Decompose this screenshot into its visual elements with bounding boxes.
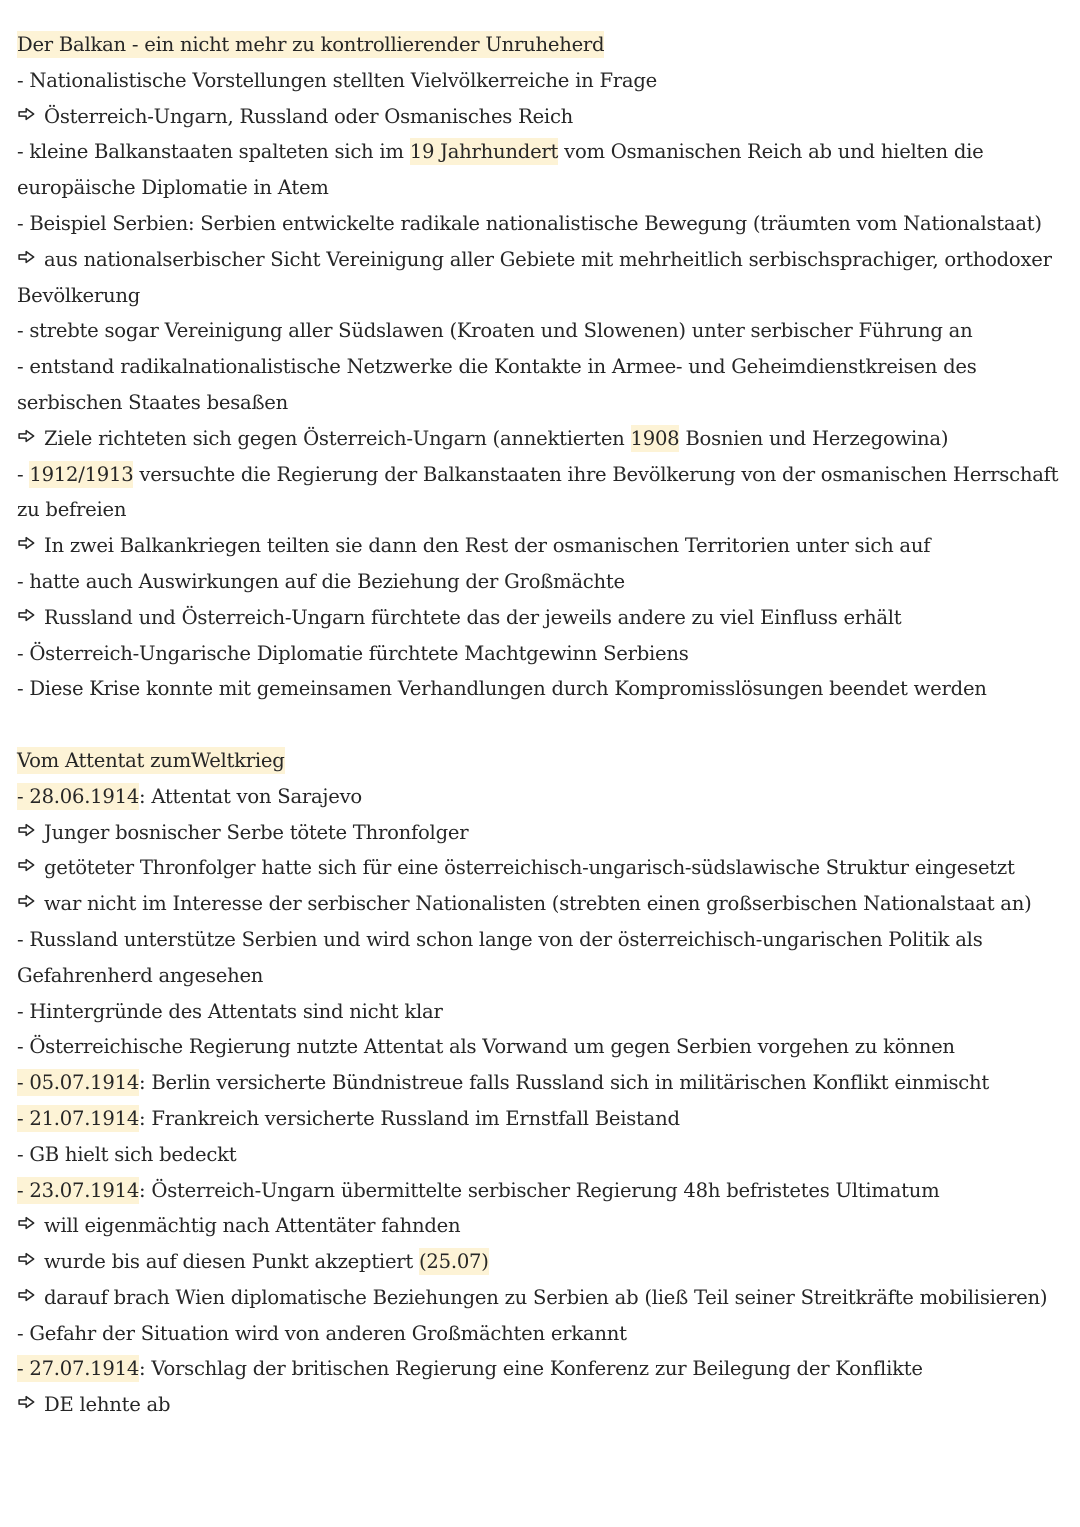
text-line: - GB hielt sich bedeckt <box>17 1142 237 1166</box>
text-line: - hatte auch Auswirkungen auf die Beziehung der Großmächte <box>17 569 625 593</box>
arrow-line <box>17 600 1075 636</box>
arrow-right-icon <box>17 535 44 555</box>
text-segment: : Attentat von Sarajevo <box>139 784 362 808</box>
arrow-line <box>17 1387 1075 1423</box>
arrow-line <box>17 1244 1075 1280</box>
text-line: - Beispiel Serbien: Serbien entwickelte radikale nationalistische Bewegung (träumten vom Nationalstaat) <box>17 211 1042 235</box>
text-line <box>17 1173 1075 1209</box>
text-line: - Hintergründe des Attentats sind nicht klar <box>17 999 443 1023</box>
arrow-line-text: DE lehnte ab <box>44 1393 171 1417</box>
text-line: - Gefahr der Situation wird von anderen Großmächten erkannt <box>17 1321 627 1345</box>
text-line: europäische Diplomatie in Atem <box>17 176 329 200</box>
text-segment: : Frankreich versicherte Russland im Ernstfall Beistand <box>139 1106 680 1130</box>
arrow-right-icon <box>17 249 44 269</box>
text-line <box>17 1065 1075 1101</box>
arrow-line <box>17 1280 1075 1316</box>
arrow-right-icon <box>17 822 44 842</box>
highlighted-date: (25.07) <box>419 1250 489 1274</box>
arrow-line <box>17 1208 1075 1244</box>
text-line: serbischen Staates besaßen <box>17 390 289 414</box>
arrow-line <box>17 528 1075 564</box>
text-segment: : Vorschlag der britischen Regierung eine Konferenz zur Beilegung der Konflikte <box>139 1357 923 1381</box>
arrow-line-text: aus nationalserbischer Sicht Vereinigung aller Gebiete mit mehrheitlich serbischsprachiger, orthodoxer <box>44 247 1052 271</box>
heading-text: Der Balkan - ein nicht mehr zu kontrollierender Unruheherd <box>17 33 605 56</box>
arrow-line-text: darauf brach Wien diplomatische Beziehungen zu Serbien ab (ließ Teil seiner Streitkräfte mobilisieren) <box>44 1285 1048 1309</box>
arrow-line <box>17 850 1075 886</box>
highlighted-date: - 23.07.1914 <box>17 1178 140 1202</box>
text-segment: Bosnien und Herzegowina) <box>679 426 949 450</box>
arrow-line-text: getöteter Thronfolger hatte sich für eine österreichisch-ungarisch-südslawische Struktur eingesetzt <box>44 856 1015 880</box>
highlighted-date: 1908 <box>630 426 680 450</box>
text-segment: vom Osmanischen Reich ab und hielten die <box>558 140 984 164</box>
text-segment: wurde bis auf diesen Punkt akzeptiert <box>44 1250 420 1274</box>
arrow-line-text: In zwei Balkankriegen teilten sie dann den Rest der osmanischen Territorien unter sich auf <box>44 534 931 558</box>
text-segment: versuchte die Regierung der Balkanstaaten ihre Bevölkerung von der osmanischen Herrschaft <box>133 462 1059 486</box>
highlighted-date: - 21.07.1914 <box>17 1106 140 1130</box>
text-line: - Österreichische Regierung nutzte Attentat als Vorwand um gegen Serbien vorgehen zu können <box>17 1035 955 1059</box>
text-line <box>17 457 1075 493</box>
text-line: - Nationalistische Vorstellungen stellten Vielvölkerreiche in Frage <box>17 68 657 92</box>
arrow-right-icon <box>17 1394 44 1414</box>
text-line: Bevölkerung <box>17 283 140 307</box>
text-line: - Österreich-Ungarische Diplomatie fürchtete Machtgewinn Serbiens <box>17 641 689 665</box>
arrow-right-icon <box>17 1215 44 1235</box>
text-segment: - <box>17 462 30 486</box>
arrow-right-icon <box>17 1287 44 1307</box>
arrow-line-text: war nicht im Interesse der serbischer Nationalisten (strebten einen großserbischen Nationalstaat an) <box>44 892 1032 916</box>
arrow-line-text: Russland und Österreich-Ungarn fürchtete das der jeweils andere zu viel Einfluss erhält <box>44 605 902 629</box>
heading-text: Vom Attentat zumWeltkrieg <box>17 748 285 772</box>
highlighted-date: - 05.07.1914 <box>17 1071 140 1095</box>
spacer <box>17 707 1075 743</box>
arrow-right-icon <box>17 857 44 877</box>
arrow-line-text: Österreich-Ungarn, Russland oder Osmanisches Reich <box>44 104 574 128</box>
arrow-right-icon <box>17 893 44 913</box>
section-heading-balkan <box>17 27 1075 63</box>
section-heading-attentat <box>17 743 1075 779</box>
text-line: zu befreien <box>17 498 127 522</box>
arrow-line <box>17 886 1075 922</box>
text-segment: : Berlin versicherte Bündnistreue falls Russland sich in militärischen Konflikt einmischt <box>139 1071 989 1095</box>
highlighted-date: - 27.07.1914 <box>17 1357 140 1381</box>
text-line <box>17 1101 1075 1137</box>
text-segment: - kleine Balkanstaaten spalteten sich im <box>17 140 410 164</box>
highlighted-date: 19 Jahrhundert <box>409 140 559 164</box>
arrow-line <box>17 421 1075 457</box>
arrow-line-text: will eigenmächtig nach Attentäter fahnden <box>44 1214 461 1238</box>
text-line: Gefahrenherd angesehen <box>17 963 264 987</box>
text-segment: : Österreich-Ungarn übermittelte serbischer Regierung 48h befristetes Ultimatum <box>139 1178 940 1202</box>
arrow-right-icon <box>17 106 44 126</box>
text-line: - Diese Krise konnte mit gemeinsamen Verhandlungen durch Kompromisslösungen beendet werden <box>17 677 987 701</box>
highlighted-date: - 28.06.1914 <box>17 784 140 808</box>
text-segment: Ziele richteten sich gegen Österreich-Ungarn (annektierten <box>44 426 631 450</box>
arrow-line <box>17 815 1075 851</box>
text-line <box>17 779 1075 815</box>
arrow-right-icon <box>17 607 44 627</box>
arrow-right-icon <box>17 1251 44 1271</box>
arrow-line-text: Junger bosnischer Serbe tötete Thronfolger <box>44 820 469 844</box>
arrow-line <box>17 242 1075 278</box>
arrow-line <box>17 99 1075 135</box>
text-line: - strebte sogar Vereinigung aller Südslawen (Kroaten und Slowenen) unter serbischer Führung an <box>17 319 973 343</box>
arrow-right-icon <box>17 428 44 448</box>
text-line: - Russland unterstütze Serbien und wird schon lange von der österreichisch-ungarischen Politik als <box>17 927 983 951</box>
text-line: - entstand radikalnationalistische Netzwerke die Kontakte in Armee- und Geheimdienstkreisen des <box>17 355 977 379</box>
text-line <box>17 134 1075 170</box>
text-line <box>17 1351 1075 1387</box>
document-page <box>17 27 1075 1423</box>
highlighted-date: 1912/1913 <box>29 462 134 486</box>
